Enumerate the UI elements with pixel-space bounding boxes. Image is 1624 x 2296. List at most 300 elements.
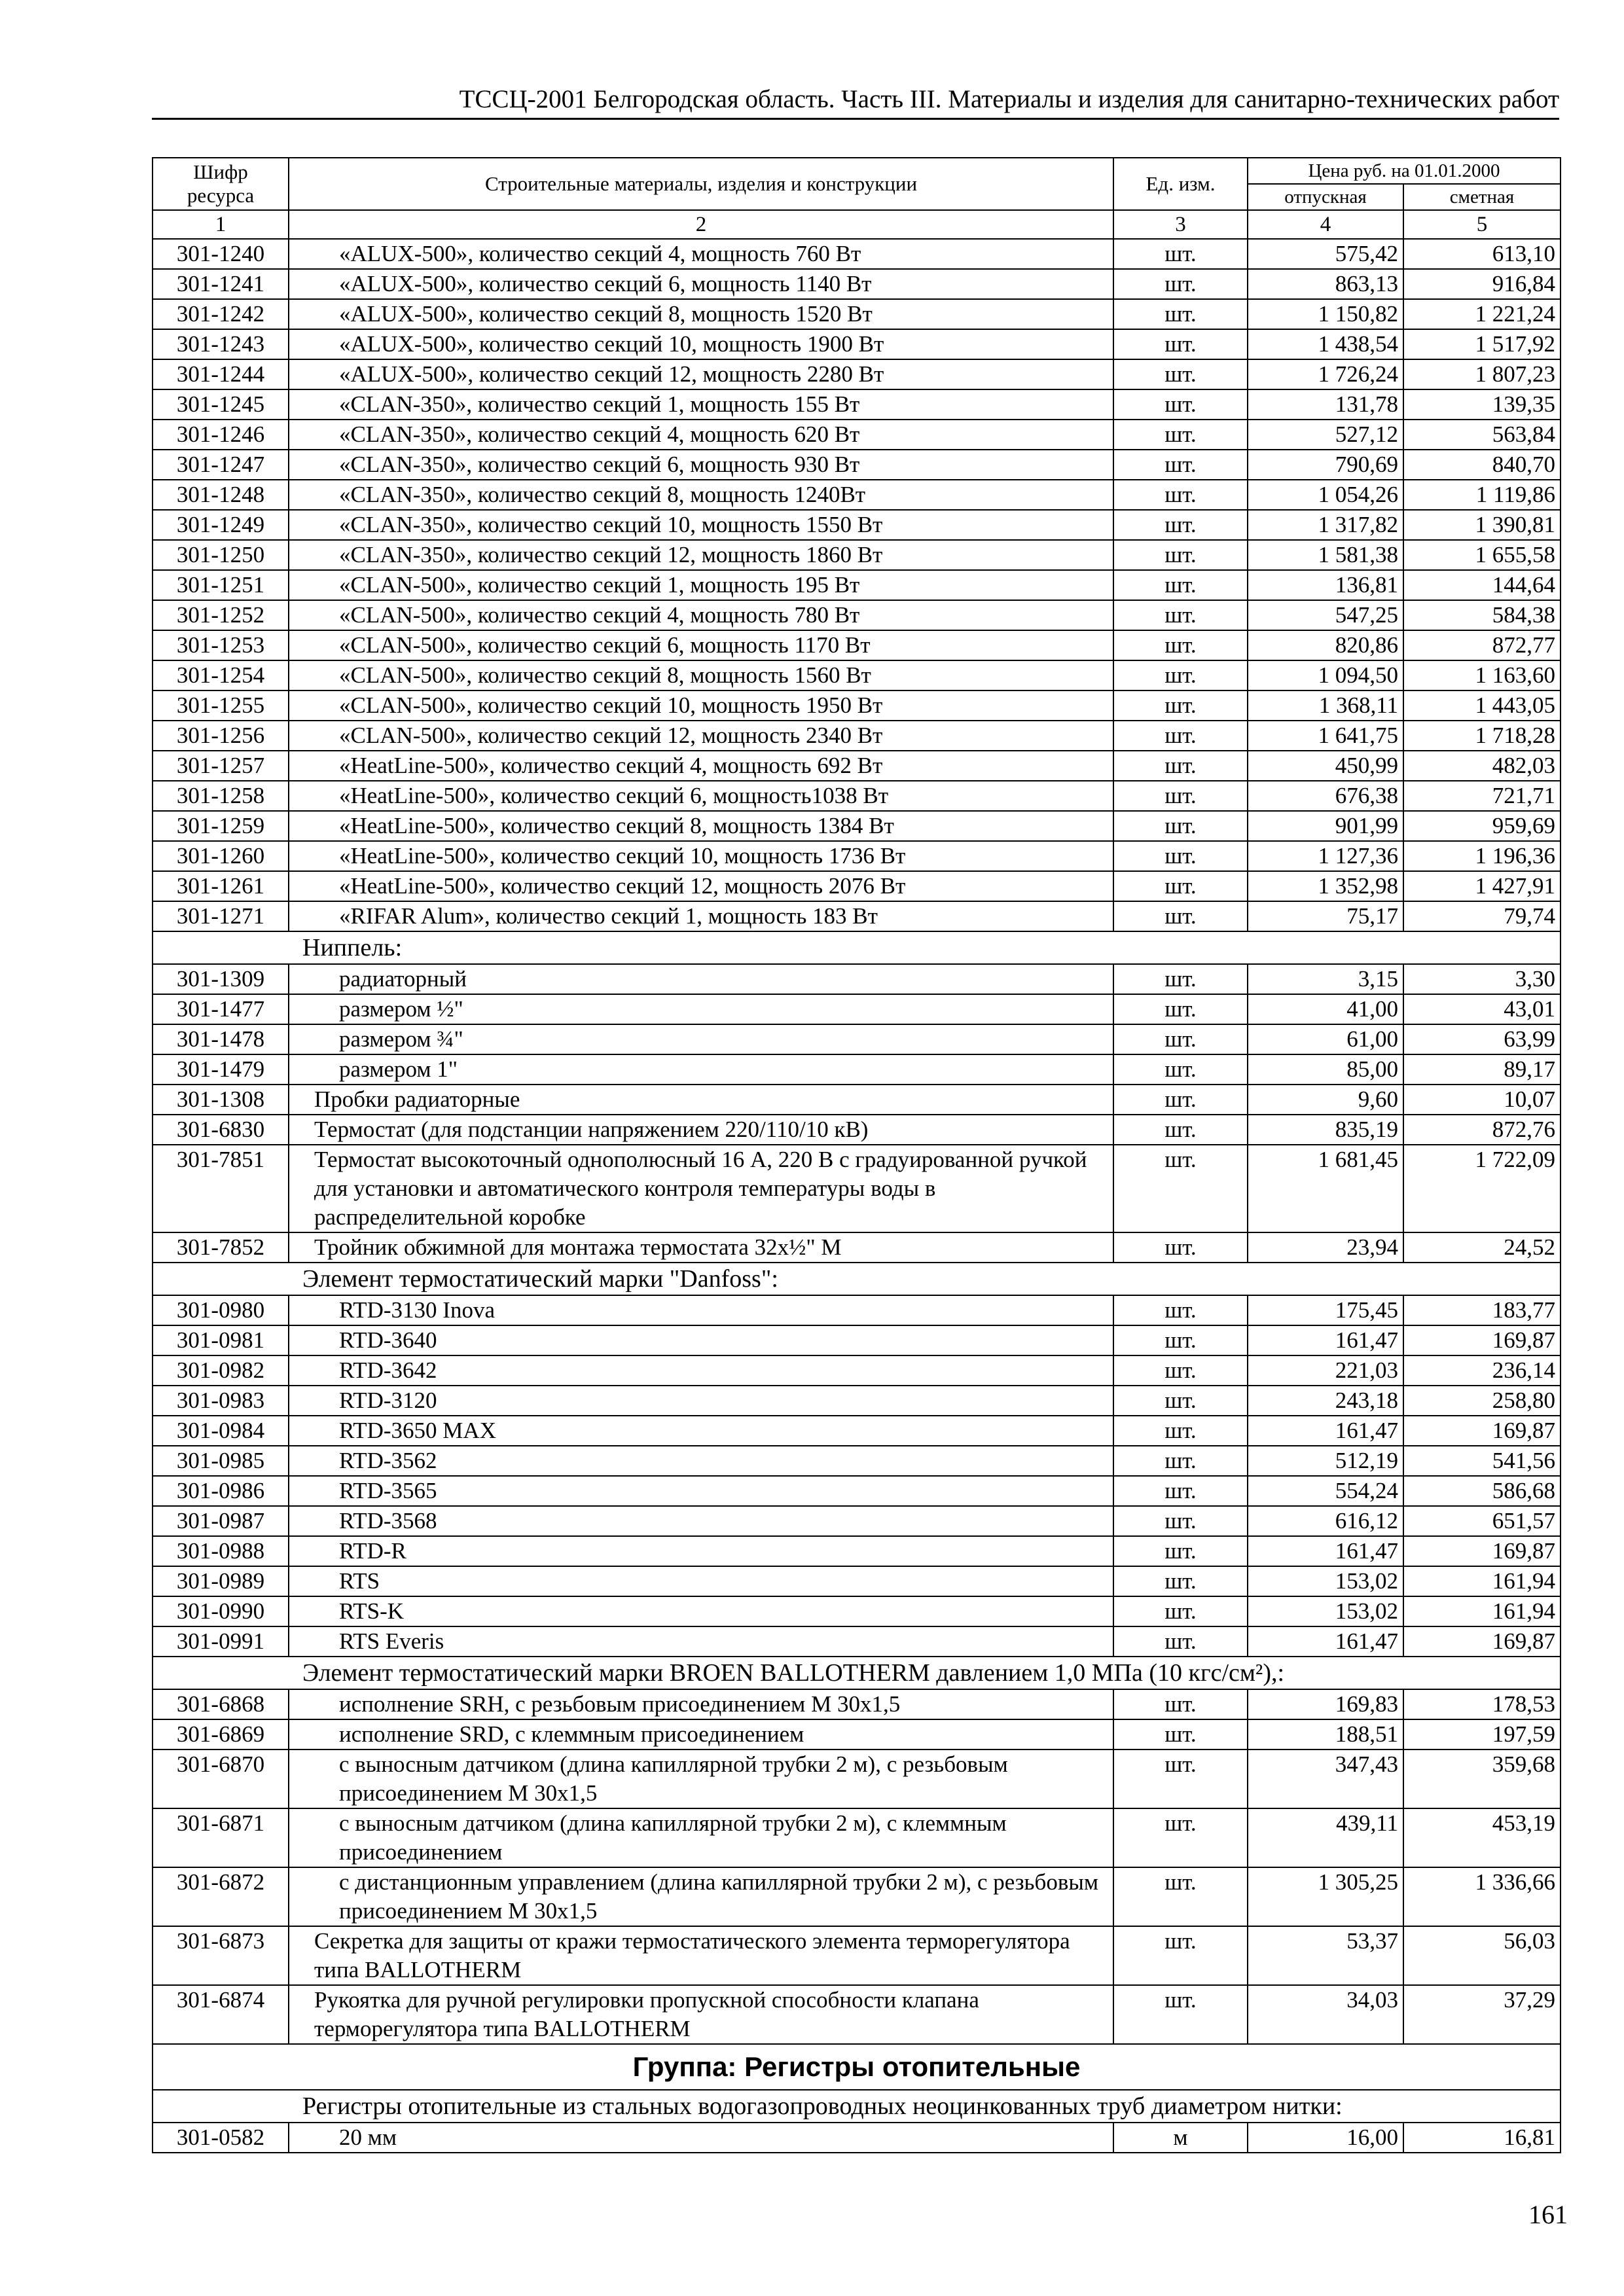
table-row [153, 1295, 1561, 1325]
table-row [153, 389, 1561, 420]
table-row [153, 1446, 1561, 1476]
unit-cell: шт. [1113, 1024, 1248, 1054]
resource-code-cell: 301-1240 [153, 239, 289, 269]
resource-code-cell: 301-6869 [153, 1719, 289, 1749]
release-price-cell: 136,81 [1248, 570, 1403, 600]
estimate-price-cell: 1 655,58 [1403, 540, 1561, 570]
release-price-cell: 1 681,45 [1248, 1145, 1403, 1232]
table-row [153, 811, 1561, 841]
estimate-price-cell: 79,74 [1403, 901, 1561, 931]
unit-cell: шт. [1113, 1115, 1248, 1145]
release-price-cell: 23,94 [1248, 1232, 1403, 1263]
resource-code-cell: 301-6872 [153, 1867, 289, 1926]
release-price-cell: 439,11 [1248, 1808, 1403, 1867]
material-name-cell: «HeatLine-500», количество секций 6, мощность1038 Вт [289, 781, 1113, 811]
estimate-price-cell: 840,70 [1403, 450, 1561, 480]
release-price-cell: 527,12 [1248, 420, 1403, 450]
estimate-price-cell: 563,84 [1403, 420, 1561, 450]
resource-code-cell: 301-0987 [153, 1506, 289, 1536]
material-name-cell: с выносным датчиком (длина капиллярной трубки 2 м), с резьбовым присоединением М 30х1,5 [289, 1749, 1113, 1808]
resource-code-cell: 301-0990 [153, 1596, 289, 1626]
release-price-cell: 901,99 [1248, 811, 1403, 841]
resource-code-cell: 301-0984 [153, 1416, 289, 1446]
resource-code-cell: 301-0981 [153, 1325, 289, 1355]
material-name-cell: «CLAN-500», количество секций 4, мощность 780 Вт [289, 600, 1113, 630]
material-name-cell: RTD-3650 MAX [289, 1416, 1113, 1446]
section-header-row [153, 1657, 1561, 1689]
release-price-cell: 61,00 [1248, 1024, 1403, 1054]
release-price-cell: 169,83 [1248, 1689, 1403, 1719]
material-name-cell: «ALUX-500», количество секций 12, мощность 2280 Вт [289, 359, 1113, 389]
resource-code-cell: 301-1249 [153, 510, 289, 540]
table-row [153, 994, 1561, 1024]
estimate-price-cell: 721,71 [1403, 781, 1561, 811]
material-name-cell: радиаторный [289, 964, 1113, 994]
table-row [153, 1867, 1561, 1926]
table-row [153, 2123, 1561, 2153]
estimate-price-cell: 584,38 [1403, 600, 1561, 630]
material-name-cell: «CLAN-350», количество секций 1, мощность 155 Вт [289, 389, 1113, 420]
material-name-cell: «CLAN-350», количество секций 10, мощность 1550 Вт [289, 510, 1113, 540]
release-price-cell: 85,00 [1248, 1054, 1403, 1085]
release-price-cell: 1 127,36 [1248, 841, 1403, 871]
resource-code-cell: 301-1258 [153, 781, 289, 811]
estimate-price-cell: 236,14 [1403, 1355, 1561, 1386]
material-name-cell: «CLAN-500», количество секций 6, мощность 1170 Вт [289, 630, 1113, 660]
unit-cell: шт. [1113, 660, 1248, 691]
unit-cell: шт. [1113, 299, 1248, 329]
unit-cell: шт. [1113, 269, 1248, 299]
release-price-cell: 161,47 [1248, 1325, 1403, 1355]
release-price-cell: 1 305,25 [1248, 1867, 1403, 1926]
resource-code-cell: 301-0985 [153, 1446, 289, 1476]
release-price-cell: 547,25 [1248, 600, 1403, 630]
resource-code-cell: 301-1253 [153, 630, 289, 660]
material-name-cell: «HeatLine-500», количество секций 4, мощность 692 Вт [289, 751, 1113, 781]
material-name-cell: RTD-R [289, 1536, 1113, 1566]
table-row [153, 841, 1561, 871]
table-row [153, 1476, 1561, 1506]
unit-cell: шт. [1113, 841, 1248, 871]
resource-code-cell: 301-0991 [153, 1626, 289, 1657]
resource-code-cell: 301-1260 [153, 841, 289, 871]
table-row [153, 1536, 1561, 1566]
section-title: Элемент термостатический марки "Danfoss": [153, 1263, 1561, 1295]
estimate-price-cell: 63,99 [1403, 1024, 1561, 1054]
section-header-row [153, 2090, 1561, 2123]
material-name-cell: RTD-3568 [289, 1506, 1113, 1536]
material-name-cell: «CLAN-350», количество секций 12, мощность 1860 Вт [289, 540, 1113, 570]
resource-code-cell: 301-1242 [153, 299, 289, 329]
estimate-price-cell: 169,87 [1403, 1416, 1561, 1446]
table-row [153, 1926, 1561, 1985]
table-row [153, 1985, 1561, 2044]
estimate-price-cell: 16,81 [1403, 2123, 1561, 2153]
resource-code-cell: 301-6874 [153, 1985, 289, 2044]
table-row [153, 570, 1561, 600]
material-name-cell: «CLAN-350», количество секций 6, мощность 930 Вт [289, 450, 1113, 480]
material-name-cell: RTD-3562 [289, 1446, 1113, 1476]
release-price-cell: 243,18 [1248, 1386, 1403, 1416]
resource-code-cell: 301-1257 [153, 751, 289, 781]
table-row [153, 1626, 1561, 1657]
resource-code-cell: 301-0982 [153, 1355, 289, 1386]
table-row [153, 691, 1561, 721]
estimate-price-cell: 56,03 [1403, 1926, 1561, 1985]
unit-cell: шт. [1113, 1719, 1248, 1749]
table-row [153, 1506, 1561, 1536]
release-price-cell: 221,03 [1248, 1355, 1403, 1386]
material-name-cell: RTD-3642 [289, 1355, 1113, 1386]
table-row [153, 1386, 1561, 1416]
table-row [153, 751, 1561, 781]
estimate-price-cell: 1 196,36 [1403, 841, 1561, 871]
unit-cell: шт. [1113, 1145, 1248, 1232]
table-row [153, 1232, 1561, 1263]
column-header-code: Шифр ресурса [153, 158, 289, 210]
resource-code-cell: 301-1308 [153, 1085, 289, 1115]
unit-cell: шт. [1113, 721, 1248, 751]
resource-code-cell: 301-0582 [153, 2123, 289, 2153]
resource-code-cell: 301-1248 [153, 480, 289, 510]
estimate-price-cell: 178,53 [1403, 1689, 1561, 1719]
unit-cell: шт. [1113, 1054, 1248, 1085]
resource-code-cell: 301-0983 [153, 1386, 289, 1416]
unit-cell: шт. [1113, 751, 1248, 781]
release-price-cell: 554,24 [1248, 1476, 1403, 1506]
material-name-cell: 20 мм [289, 2123, 1113, 2153]
material-name-cell: «HeatLine-500», количество секций 10, мощность 1736 Вт [289, 841, 1113, 871]
estimate-price-cell: 1 807,23 [1403, 359, 1561, 389]
unit-cell: шт. [1113, 901, 1248, 931]
material-name-cell: Тройник обжимной для монтажа термостата 32х½" М [289, 1232, 1113, 1263]
table-row [153, 269, 1561, 299]
estimate-price-cell: 169,87 [1403, 1536, 1561, 1566]
table-row [153, 630, 1561, 660]
release-price-cell: 512,19 [1248, 1446, 1403, 1476]
group-title: Группа: Регистры отопительные [153, 2044, 1561, 2090]
material-name-cell: Рукоятка для ручной регулировки пропускной способности клапана терморегулятора типа BALLOTHERM [289, 1985, 1113, 2044]
unit-cell: шт. [1113, 1626, 1248, 1657]
material-name-cell: размером ½" [289, 994, 1113, 1024]
release-price-cell: 161,47 [1248, 1626, 1403, 1657]
table-row [153, 1355, 1561, 1386]
material-name-cell: Секретка для защиты от кражи термостатического элемента терморегулятора типа BALLOTHERM [289, 1926, 1113, 1985]
resource-code-cell: 301-1271 [153, 901, 289, 931]
release-price-cell: 450,99 [1248, 751, 1403, 781]
estimate-price-cell: 1 722,09 [1403, 1145, 1561, 1232]
unit-cell: шт. [1113, 871, 1248, 901]
resource-code-cell: 301-1250 [153, 540, 289, 570]
estimate-price-cell: 144,64 [1403, 570, 1561, 600]
table-row [153, 600, 1561, 630]
material-name-cell: «HeatLine-500», количество секций 8, мощность 1384 Вт [289, 811, 1113, 841]
unit-cell: шт. [1113, 239, 1248, 269]
estimate-price-cell: 24,52 [1403, 1232, 1561, 1263]
release-price-cell: 53,37 [1248, 1926, 1403, 1985]
release-price-cell: 34,03 [1248, 1985, 1403, 2044]
table-row [153, 1115, 1561, 1145]
material-name-cell: «CLAN-500», количество секций 10, мощность 1950 Вт [289, 691, 1113, 721]
resource-code-cell: 301-0989 [153, 1566, 289, 1596]
estimate-price-cell: 959,69 [1403, 811, 1561, 841]
unit-cell: шт. [1113, 510, 1248, 540]
unit-cell: м [1113, 2123, 1248, 2153]
release-price-cell: 616,12 [1248, 1506, 1403, 1536]
material-name-cell: Пробки радиаторные [289, 1085, 1113, 1115]
estimate-price-cell: 161,94 [1403, 1566, 1561, 1596]
release-price-cell: 347,43 [1248, 1749, 1403, 1808]
column-number: 5 [1403, 210, 1561, 239]
material-name-cell: «ALUX-500», количество секций 6, мощность 1140 Вт [289, 269, 1113, 299]
resource-code-cell: 301-1259 [153, 811, 289, 841]
table-row [153, 660, 1561, 691]
unit-cell: шт. [1113, 1416, 1248, 1446]
unit-cell: шт. [1113, 781, 1248, 811]
resource-code-cell: 301-1251 [153, 570, 289, 600]
unit-cell: шт. [1113, 1386, 1248, 1416]
resource-code-cell: 301-1246 [153, 420, 289, 450]
estimate-price-cell: 197,59 [1403, 1719, 1561, 1749]
table-row [153, 1054, 1561, 1085]
material-name-cell: «HeatLine-500», количество секций 12, мощность 2076 Вт [289, 871, 1113, 901]
unit-cell: шт. [1113, 480, 1248, 510]
table-row [153, 359, 1561, 389]
estimate-price-cell: 10,07 [1403, 1085, 1561, 1115]
unit-cell: шт. [1113, 691, 1248, 721]
estimate-price-cell: 482,03 [1403, 751, 1561, 781]
column-number: 3 [1113, 210, 1248, 239]
resource-code-cell: 301-1477 [153, 994, 289, 1024]
table-row [153, 1085, 1561, 1115]
release-price-cell: 1 317,82 [1248, 510, 1403, 540]
material-name-cell: исполнение SRD, с клеммным присоединением [289, 1719, 1113, 1749]
resource-code-cell: 301-7852 [153, 1232, 289, 1263]
unit-cell: шт. [1113, 1749, 1248, 1808]
group-header-row [153, 2044, 1561, 2090]
material-name-cell: с дистанционным управлением (длина капиллярной трубки 2 м), с резьбовым присоединением М 30х1,5 [289, 1867, 1113, 1926]
release-price-cell: 820,86 [1248, 630, 1403, 660]
table-row [153, 781, 1561, 811]
unit-cell: шт. [1113, 1566, 1248, 1596]
material-name-cell: «RIFAR Alum», количество секций 1, мощность 183 Вт [289, 901, 1113, 931]
release-price-cell: 1 368,11 [1248, 691, 1403, 721]
unit-cell: шт. [1113, 540, 1248, 570]
table-header-row [153, 158, 1561, 184]
column-header-estimate-price: сметная [1403, 184, 1561, 210]
resource-code-cell: 301-6873 [153, 1926, 289, 1985]
unit-cell: шт. [1113, 811, 1248, 841]
release-price-cell: 676,38 [1248, 781, 1403, 811]
material-name-cell: «ALUX-500», количество секций 4, мощность 760 Вт [289, 239, 1113, 269]
table-row [153, 1689, 1561, 1719]
resource-code-cell: 301-1309 [153, 964, 289, 994]
estimate-price-cell: 1 119,86 [1403, 480, 1561, 510]
unit-cell: шт. [1113, 1232, 1248, 1263]
release-price-cell: 161,47 [1248, 1416, 1403, 1446]
column-number: 2 [289, 210, 1113, 239]
material-name-cell: «CLAN-500», количество секций 12, мощность 2340 Вт [289, 721, 1113, 751]
release-price-cell: 175,45 [1248, 1295, 1403, 1325]
unit-cell: шт. [1113, 1536, 1248, 1566]
unit-cell: шт. [1113, 1476, 1248, 1506]
page-header [152, 84, 1559, 120]
unit-cell: шт. [1113, 600, 1248, 630]
table-row [153, 964, 1561, 994]
material-name-cell: «CLAN-500», количество секций 1, мощность 195 Вт [289, 570, 1113, 600]
release-price-cell: 153,02 [1248, 1596, 1403, 1626]
section-title: Ниппель: [153, 931, 1561, 964]
table-row [153, 299, 1561, 329]
resource-code-cell: 301-1254 [153, 660, 289, 691]
release-price-cell: 790,69 [1248, 450, 1403, 480]
release-price-cell: 41,00 [1248, 994, 1403, 1024]
estimate-price-cell: 1 390,81 [1403, 510, 1561, 540]
unit-cell: шт. [1113, 1689, 1248, 1719]
resource-code-cell: 301-1241 [153, 269, 289, 299]
material-name-cell: RTS-K [289, 1596, 1113, 1626]
unit-cell: шт. [1113, 359, 1248, 389]
release-price-cell: 1 054,26 [1248, 480, 1403, 510]
unit-cell: шт. [1113, 1926, 1248, 1985]
resource-code-cell: 301-1243 [153, 329, 289, 359]
section-title: Элемент термостатический марки BROEN BALLOTHERM давлением 1,0 МПа (10 кгс/см²),: [153, 1657, 1561, 1689]
release-price-cell: 75,17 [1248, 901, 1403, 931]
resource-code-cell: 301-6868 [153, 1689, 289, 1719]
estimate-price-cell: 916,84 [1403, 269, 1561, 299]
unit-cell: шт. [1113, 964, 1248, 994]
unit-cell: шт. [1113, 420, 1248, 450]
material-name-cell: размером ¾" [289, 1024, 1113, 1054]
estimate-price-cell: 37,29 [1403, 1985, 1561, 2044]
material-name-cell: исполнение SRH, с резьбовым присоединением М 30х1,5 [289, 1689, 1113, 1719]
resource-code-cell: 301-1255 [153, 691, 289, 721]
price-table [152, 157, 1561, 2153]
material-name-cell: RTS [289, 1566, 1113, 1596]
release-price-cell: 188,51 [1248, 1719, 1403, 1749]
resource-code-cell: 301-1478 [153, 1024, 289, 1054]
material-name-cell: RTD-3120 [289, 1386, 1113, 1416]
estimate-price-cell: 359,68 [1403, 1749, 1561, 1808]
resource-code-cell: 301-1261 [153, 871, 289, 901]
resource-code-cell: 301-1245 [153, 389, 289, 420]
estimate-price-cell: 161,94 [1403, 1596, 1561, 1626]
estimate-price-cell: 1 163,60 [1403, 660, 1561, 691]
resource-code-cell: 301-6871 [153, 1808, 289, 1867]
unit-cell: шт. [1113, 1985, 1248, 2044]
resource-code-cell: 301-1256 [153, 721, 289, 751]
release-price-cell: 1 150,82 [1248, 299, 1403, 329]
resource-code-cell: 301-6870 [153, 1749, 289, 1808]
table-row [153, 329, 1561, 359]
resource-code-cell: 301-1479 [153, 1054, 289, 1085]
table-row [153, 540, 1561, 570]
estimate-price-cell: 1 718,28 [1403, 721, 1561, 751]
table-row [153, 1719, 1561, 1749]
unit-cell: шт. [1113, 1085, 1248, 1115]
release-price-cell: 835,19 [1248, 1115, 1403, 1145]
material-name-cell: «ALUX-500», количество секций 10, мощность 1900 Вт [289, 329, 1113, 359]
release-price-cell: 1 726,24 [1248, 359, 1403, 389]
material-name-cell: размером 1" [289, 1054, 1113, 1085]
material-name-cell: «CLAN-350», количество секций 4, мощность 620 Вт [289, 420, 1113, 450]
table-row [153, 1416, 1561, 1446]
material-name-cell: RTD-3565 [289, 1476, 1113, 1506]
release-price-cell: 131,78 [1248, 389, 1403, 420]
table-row [153, 871, 1561, 901]
release-price-cell: 153,02 [1248, 1566, 1403, 1596]
estimate-price-cell: 586,68 [1403, 1476, 1561, 1506]
section-title: Регистры отопительные из стальных водогазопроводных неоцинкованных труб диаметром нитки: [153, 2090, 1561, 2123]
estimate-price-cell: 1 443,05 [1403, 691, 1561, 721]
material-name-cell: RTD-3640 [289, 1325, 1113, 1355]
material-name-cell: «ALUX-500», количество секций 8, мощность 1520 Вт [289, 299, 1113, 329]
resource-code-cell: 301-0980 [153, 1295, 289, 1325]
document-title: ТССЦ-2001 Белгородская область. Часть III. Материалы и изделия для санитарно-технических работ [459, 85, 1559, 113]
estimate-price-cell: 1 427,91 [1403, 871, 1561, 901]
estimate-price-cell: 1 517,92 [1403, 329, 1561, 359]
unit-cell: шт. [1113, 450, 1248, 480]
unit-cell: шт. [1113, 1446, 1248, 1476]
unit-cell: шт. [1113, 994, 1248, 1024]
column-header-unit: Ед. изм. [1113, 158, 1248, 210]
table-row [153, 1145, 1561, 1232]
table-row [153, 901, 1561, 931]
unit-cell: шт. [1113, 329, 1248, 359]
estimate-price-cell: 872,76 [1403, 1115, 1561, 1145]
unit-cell: шт. [1113, 1506, 1248, 1536]
material-name-cell: «CLAN-500», количество секций 8, мощность 1560 Вт [289, 660, 1113, 691]
material-name-cell: RTS Everis [289, 1626, 1113, 1657]
release-price-cell: 863,13 [1248, 269, 1403, 299]
estimate-price-cell: 453,19 [1403, 1808, 1561, 1867]
table-row [153, 1596, 1561, 1626]
unit-cell: шт. [1113, 570, 1248, 600]
table-row [153, 1325, 1561, 1355]
release-price-cell: 3,15 [1248, 964, 1403, 994]
column-header-name: Строительные материалы, изделия и конструкции [289, 158, 1113, 210]
table-row [153, 420, 1561, 450]
material-name-cell: с выносным датчиком (длина капиллярной трубки 2 м), с клеммным присоединением [289, 1808, 1113, 1867]
unit-cell: шт. [1113, 1808, 1248, 1867]
release-price-cell: 1 641,75 [1248, 721, 1403, 751]
unit-cell: шт. [1113, 630, 1248, 660]
estimate-price-cell: 43,01 [1403, 994, 1561, 1024]
material-name-cell: RTD-3130 Inova [289, 1295, 1113, 1325]
resource-code-cell: 301-1247 [153, 450, 289, 480]
column-number: 4 [1248, 210, 1403, 239]
resource-code-cell: 301-0988 [153, 1536, 289, 1566]
material-name-cell: Термостат (для подстанции напряжением 220/110/10 кВ) [289, 1115, 1113, 1145]
material-name-cell: «CLAN-350», количество секций 8, мощность 1240Вт [289, 480, 1113, 510]
estimate-price-cell: 541,56 [1403, 1446, 1561, 1476]
unit-cell: шт. [1113, 1596, 1248, 1626]
estimate-price-cell: 1 221,24 [1403, 299, 1561, 329]
resource-code-cell: 301-1244 [153, 359, 289, 389]
resource-code-cell: 301-6830 [153, 1115, 289, 1145]
estimate-price-cell: 1 336,66 [1403, 1867, 1561, 1926]
unit-cell: шт. [1113, 389, 1248, 420]
column-number-row [153, 210, 1561, 239]
estimate-price-cell: 3,30 [1403, 964, 1561, 994]
table-row [153, 1749, 1561, 1808]
release-price-cell: 1 094,50 [1248, 660, 1403, 691]
release-price-cell: 1 581,38 [1248, 540, 1403, 570]
release-price-cell: 161,47 [1248, 1536, 1403, 1566]
column-header-price-group: Цена руб. на 01.01.2000 [1248, 158, 1561, 184]
table-row [153, 1808, 1561, 1867]
estimate-price-cell: 169,87 [1403, 1325, 1561, 1355]
